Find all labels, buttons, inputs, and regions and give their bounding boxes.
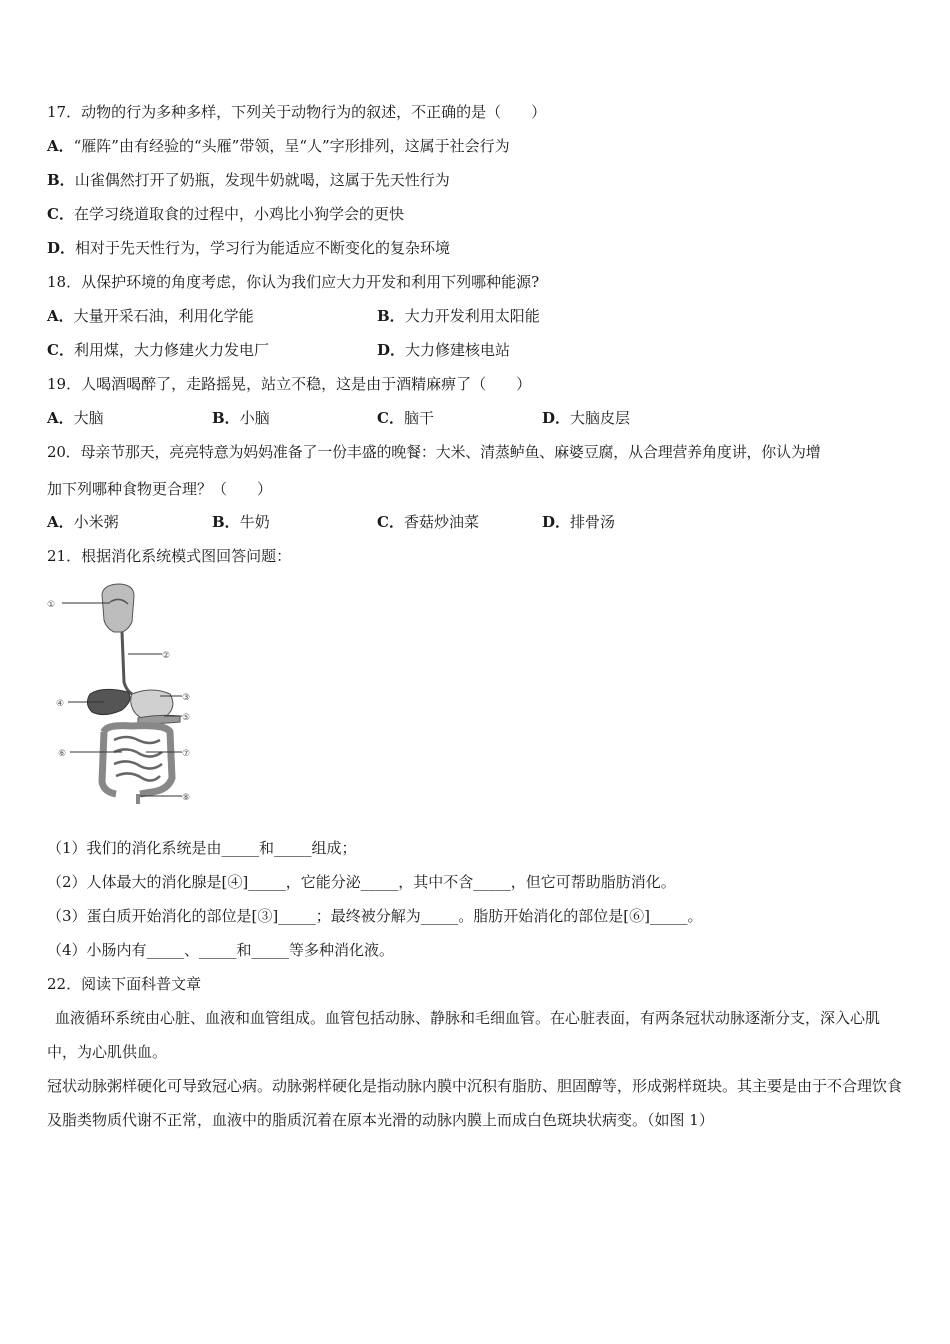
q19-option-b — [212, 408, 270, 428]
option-letter: A． — [47, 307, 74, 325]
label-3: ③ — [182, 693, 191, 703]
q22-paragraph-1: 血液循环系统由心脏、血液和血管组成。血管包括动脉、静脉和毛细血管。在心脏表面，有两条冠状动脉逐渐分支，深入心肌中，为心肌供血。 — [47, 1009, 881, 1061]
option-text: “雁阵”由有经验的“头雁”带领，呈“人”字形排列，这属于社会行为 — [73, 137, 510, 155]
q21-sub-2: （2）人体最大的消化腺是[④]_____，它能分泌_____，其中不含_____，但它可帮助脂肪消化。 — [47, 873, 676, 891]
digestive-system-diagram — [42, 582, 202, 807]
option-text: 小脑 — [239, 409, 270, 427]
q18-option-b — [377, 306, 540, 326]
q19-option-a — [47, 408, 104, 428]
option-text: 小米粥 — [73, 513, 119, 531]
esophagus-shape — [122, 632, 132, 694]
q22-paragraph-2: 冠状动脉粥样硬化可导致冠心病。动脉粥样硬化是指动脉内膜中沉积有脂肪、胆固醇等，形成粥样斑块。其主要是由于不合理饮食及脂类物质代谢不正常，血液中的脂质沉着在原本光滑的动脉内膜上而成白色斑块状病变。（如图 1） — [47, 1077, 903, 1129]
option-letter: C． — [377, 513, 404, 531]
label-1: ① — [47, 600, 56, 610]
large-intestine-shape — [104, 726, 172, 794]
option-text: 大脑皮层 — [570, 409, 631, 427]
option-text: 大力开发利用太阳能 — [404, 307, 540, 325]
q21-sub-1: （1）我们的消化系统是由_____和_____组成； — [47, 839, 357, 857]
q20-stem-line2: 加下列哪种食物更合理？（ ） — [47, 480, 273, 498]
option-letter: D． — [542, 409, 571, 427]
q20-stem-line1: 20．母亲节那天，亮亮特意为妈妈准备了一份丰盛的晚餐：大米、清蒸鲈鱼、麻婆豆腐，从合理营养角度讲，你认为增 — [47, 443, 821, 461]
q18-option-c — [47, 340, 269, 360]
q20-option-c — [377, 512, 479, 532]
option-letter: D． — [542, 513, 571, 531]
option-text: 在学习绕道取食的过程中，小鸡比小狗学会的更快 — [73, 205, 404, 223]
q17-option-c — [47, 204, 404, 224]
option-letter: D． — [47, 239, 76, 257]
q17-option-d — [47, 238, 450, 258]
q20-option-a — [47, 512, 119, 532]
q19-option-c — [377, 408, 434, 428]
q17-stem: 17．动物的行为多种多样，下列关于动物行为的叙述，不正确的是（ ） — [47, 103, 547, 121]
option-text: 大量开采石油，利用化学能 — [73, 307, 254, 325]
label-2: ② — [162, 651, 171, 661]
option-letter: A． — [47, 137, 74, 155]
option-letter: A． — [47, 409, 74, 427]
option-text: 脑干 — [403, 409, 434, 427]
head-shape — [102, 584, 134, 632]
q18-option-d — [377, 340, 510, 360]
q20-option-d — [542, 512, 615, 532]
q22-stem: 22．阅读下面科普文章 — [47, 975, 202, 993]
q18-stem: 18．从保护环境的角度考虑，你认为我们应大力开发和利用下列哪种能源? — [47, 273, 540, 291]
small-intestine-shape — [114, 737, 162, 781]
option-letter: B． — [377, 307, 405, 325]
label-7: ⑦ — [182, 749, 191, 759]
q21-stem: 21．根据消化系统模式图回答问题： — [47, 547, 292, 565]
label-5: ⑤ — [182, 713, 191, 723]
q21-sub-4: （4）小肠内有_____、_____和_____等多种消化液。 — [47, 941, 395, 959]
option-letter: B． — [212, 513, 240, 531]
q21-sub-3: （3）蛋白质开始消化的部位是[③]_____；最终被分解为_____。脂肪开始消化的部位是[⑥]_____。 — [47, 907, 703, 925]
option-text: 大力修建核电站 — [405, 341, 511, 359]
q17-option-a — [47, 136, 510, 156]
q19-option-d — [542, 408, 630, 428]
label-8: ⑧ — [182, 793, 191, 803]
option-text: 利用煤，大力修建火力发电厂 — [73, 341, 269, 359]
option-letter: A． — [47, 513, 74, 531]
label-6: ⑥ — [58, 749, 67, 759]
option-text: 相对于先天性行为，学习行为能适应不断变化的复杂环境 — [75, 239, 451, 257]
option-letter: B． — [212, 409, 240, 427]
option-text: 山雀偶然打开了奶瓶，发现牛奶就喝，这属于先天性行为 — [74, 171, 450, 189]
label-4: ④ — [56, 699, 65, 709]
option-letter: D． — [377, 341, 406, 359]
option-letter: C． — [47, 341, 74, 359]
option-text: 大脑 — [73, 409, 104, 427]
option-text: 香菇炒油菜 — [403, 513, 479, 531]
q18-option-a — [47, 306, 254, 326]
q20-option-b — [212, 512, 270, 532]
option-letter: C． — [377, 409, 404, 427]
q17-option-b — [47, 170, 450, 190]
q19-stem: 19．人喝酒喝醉了，走路摇晃，站立不稳，这是由于酒精麻痹了（ ） — [47, 375, 532, 393]
option-text: 排骨汤 — [570, 513, 616, 531]
option-letter: B． — [47, 171, 75, 189]
option-letter: C． — [47, 205, 74, 223]
option-text: 牛奶 — [239, 513, 270, 531]
